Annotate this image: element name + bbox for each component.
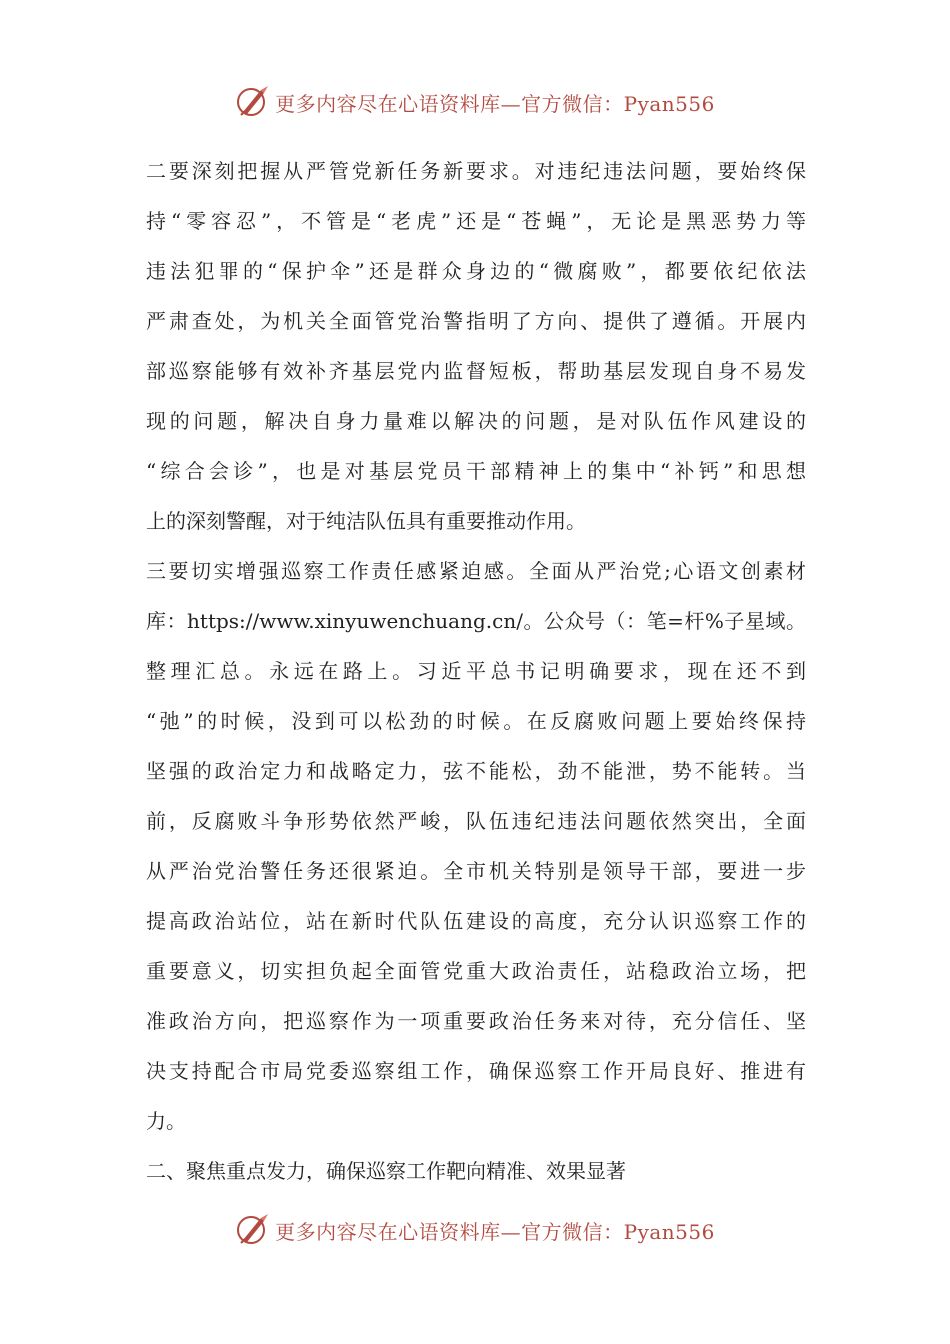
section-heading: 二、聚焦重点发力，确保巡察工作靶向精准、效果显著	[146, 1159, 626, 1183]
watermark-text: 更多内容尽在心语资料库—官方微信：Pyan556	[275, 1219, 715, 1244]
paragraph-line: 前，反腐败斗争形势依然严峻，队伍违纪违法问题依然突出，全面	[146, 809, 806, 833]
paragraph-line: 提高政治站位，站在新时代队伍建设的高度，充分认识巡察工作的	[146, 909, 806, 933]
paragraph-line: 重要意义，切实担负起全面管党重大政治责任，站稳政治立场，把	[146, 959, 806, 983]
paragraph-line: 二要深刻把握从严管党新任务新要求。对违纪违法问题，要始终保	[146, 159, 806, 183]
paragraph-line: 准政治方向，把巡察作为一项重要政治任务来对待，充分信任、坚	[146, 1009, 806, 1033]
paragraph-line: 违法犯罪的“保护伞”还是群众身边的“微腐败”，都要依纪依法	[146, 259, 806, 283]
paragraph-line: 三要切实增强巡察工作责任感紧迫感。全面从严治党;心语文创素材	[146, 559, 806, 583]
paragraph-line: 从严治党治警任务还很紧迫。全市机关特别是领导干部，要进一步	[146, 859, 806, 883]
watermark-text: 更多内容尽在心语资料库—官方微信：Pyan556	[275, 91, 715, 116]
paragraph-line: 严肃查处，为机关全面管党治警指明了方向、提供了遵循。开展内	[146, 309, 806, 333]
quill-pen-icon	[235, 84, 271, 120]
paragraph-line: 现的问题，解决自身力量难以解决的问题，是对队伍作风建设的	[146, 409, 806, 433]
paragraph-line: 持“零容忍”，不管是“老虎”还是“苍蝇”，无论是黑恶势力等	[146, 209, 806, 233]
header-watermark	[0, 82, 950, 122]
paragraph-line: 力。	[146, 1109, 186, 1133]
document-body	[146, 146, 806, 1196]
paragraph-line: 部巡察能够有效补齐基层党内监督短板，帮助基层发现自身不易发	[146, 359, 806, 383]
paragraph-line: 库：https://www.xinyuwenchuang.cn/。公众号（：笔=杆%子星域。	[146, 609, 806, 633]
quill-pen-icon	[235, 1212, 271, 1248]
paragraph-line: 决支持配合市局党委巡察组工作，确保巡察工作开局良好、推进有	[146, 1059, 806, 1083]
paragraph-line: 上的深刻警醒，对于纯洁队伍具有重要推动作用。	[146, 509, 586, 533]
paragraph-line: 坚强的政治定力和战略定力，弦不能松，劲不能泄，势不能转。当	[146, 759, 806, 783]
paragraph-line: “综合会诊”，也是对基层党员干部精神上的集中“补钙”和思想	[146, 459, 806, 483]
paragraph-line: 整理汇总。永远在路上。习近平总书记明确要求，现在还不到	[146, 659, 806, 683]
paragraph-line: “弛”的时候，没到可以松劲的时候。在反腐败问题上要始终保持	[146, 709, 806, 733]
footer-watermark	[0, 1210, 950, 1250]
